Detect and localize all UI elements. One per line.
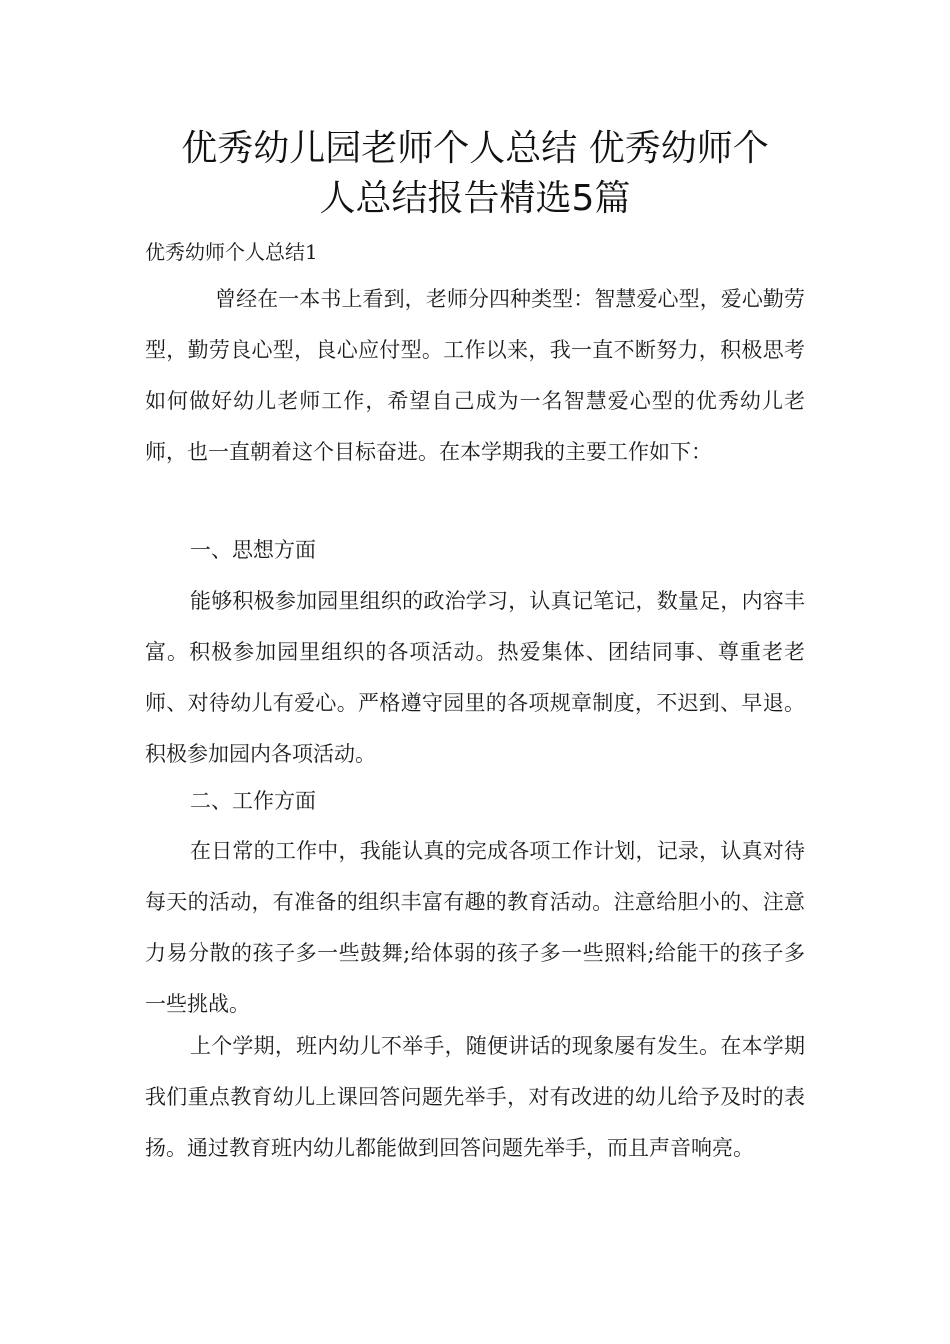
paragraph-intro: 曾经在一本书上看到，老师分四种类型：智慧爱心型，爱心勤劳型，勤劳良心型，良心应付型。工作以来，我一直不断努力，积极思考如何做好幼儿老师工作，希望自己成为一名智慧爱心型的优秀幼儿老师，也一直朝着这个目标奋进。在本学期我的主要工作如下： [145, 287, 805, 464]
paragraph-thought: 能够积极参加园里组织的政治学习，认真记笔记，数量足，内容丰富。积极参加园里组织的各项活动。热爱集体、团结同事、尊重老老师、对待幼儿有爱心。严格遵守园里的各项规章制度，不迟到、早退。积极参加园内各项活动。 [145, 589, 805, 766]
title-line-1: 优秀幼儿园老师个人总结 优秀幼师个 [181, 128, 769, 169]
section-subtitle: 优秀幼师个人总结1 [145, 240, 318, 264]
document-title [145, 124, 805, 224]
heading-work: 二、工作方面 [190, 789, 316, 813]
paragraph-work: 在日常的工作中，我能认真的完成各项工作计划，记录，认真对待每天的活动，有准备的组织丰富有趣的教育活动。注意给胆小的、注意力易分散的孩子多一些鼓舞;给体弱的孩子多一些照料;给能干的孩子多一些挑战。 [145, 839, 805, 1016]
title-line-2: 人总结报告精选5篇 [319, 178, 631, 219]
paragraph-semester: 上个学期，班内幼儿不举手，随便讲话的现象屡有发生。在本学期我们重点教育幼儿上课回答问题先举手，对有改进的幼儿给予及时的表扬。通过教育班内幼儿都能做到回答问题先举手，而且声音响亮。 [145, 1034, 805, 1160]
heading-thought: 一、思想方面 [190, 538, 316, 562]
